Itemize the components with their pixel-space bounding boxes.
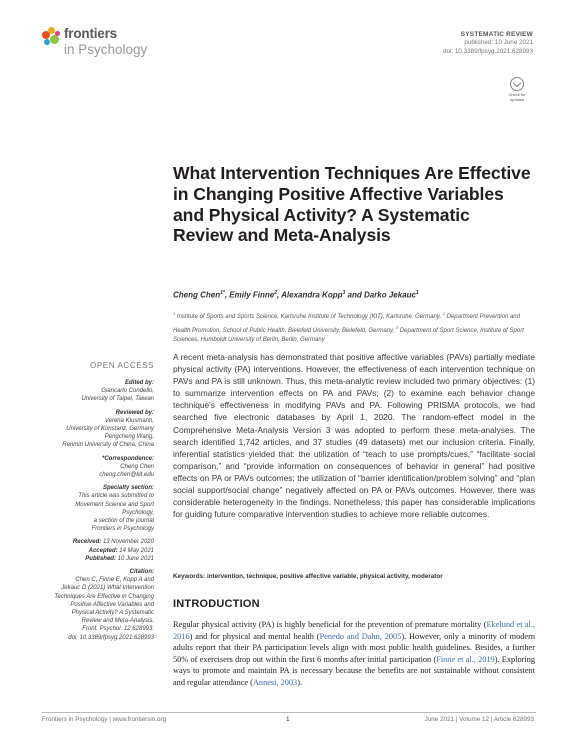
citation-link[interactable]: Finne et al., 2019: [436, 654, 495, 664]
open-access-label: OPEN ACCESS: [90, 361, 154, 370]
brand-name: frontiers: [64, 26, 117, 41]
editor-affiliation: University of Taipei, Taiwan: [81, 396, 154, 403]
article-title: What Intervention Techniques Are Effective in Changing Positive Affective Variables and Physical Activity? A Systematic Review and Meta-Analysis: [173, 163, 531, 246]
citation-line: Jekauc D (2021) What Intervention: [61, 585, 154, 592]
keywords-text: intervention, technique, positive affective variable, physical activity, moderator: [205, 573, 443, 580]
reviewed-by-label: Reviewed by:: [115, 409, 154, 416]
citation-doi[interactable]: doi: 10.3389/fpsyg.2021.628993: [68, 634, 154, 641]
author-list: Cheng Chen$^{1*}$, Emily Finne$^2$, Alexandra Kopp$^3$ and Darko Jekauc$^1$: [173, 290, 419, 300]
reviewer-name: Verena Klusmann,: [104, 417, 154, 424]
reviewer-affiliation: University of Konstanz, Germany: [66, 426, 154, 433]
specialty-line: Frontiers in Psychology: [91, 526, 154, 533]
check-updates-label: Check for updates: [508, 92, 526, 102]
citation-line: Review and Meta-Analysis.: [81, 618, 154, 625]
reviewer-name: Pengcheng Wang,: [104, 434, 154, 441]
journal-logo[interactable]: [42, 27, 147, 57]
check-updates-icon: [510, 77, 524, 91]
specialty-line: Psychology,: [122, 509, 154, 516]
citation-line: Front. Psychol. 12:628993.: [82, 626, 154, 633]
reviewer-affiliation: Renmin University of China, China: [62, 442, 154, 449]
introduction-paragraph: Regular physical activity (PA) is highly beneficial for the prevention of premature mortality (Ekelund et al., 2016) and for physical and mental health (Penedo and Dahn, 2005). However, only a minority of modern adults report that their PA participation levels align with most public health guidelines. Besides, a further 50% of exercisers drop out within the first 6 months after initial participation (Finne et al., 2019). Exploring ways to promote and maintain PA is necessary because the benefits are not sustainable without consistent and regular attendance (Annesi, 2003).: [173, 620, 536, 687]
citation-link[interactable]: Annesi, 2003: [252, 677, 298, 687]
affiliations: $^1$ Institute of Sports and Sports Science, Karlsruhe Institute of Technology (KIT), Karlsruhe, Germany, $^2$ Department Prevention and Health Promotion, School of Public Health, Bielefeld University, Bielefeld, Germany, $^3$ Department of Sport Science, Institute of Sport Sciences, Humboldt University of Berlin, Berlin, Germany: [173, 311, 524, 343]
journal-name: in Psychology: [64, 42, 148, 57]
received-date: Received: 13 November 2020: [72, 539, 154, 546]
published-date: published: 10 June 2021: [464, 39, 533, 46]
citation-line: Physical Activity? A Systematic: [71, 610, 154, 617]
author-name[interactable]: Darko Jekauc: [363, 290, 416, 300]
footer-journal-url[interactable]: Frontiers in Psychology | www.frontiersin.org: [42, 716, 167, 723]
frontiers-logo-icon: [42, 27, 62, 47]
article-dates: [24, 538, 154, 563]
specialty-line: a section of the journal: [93, 518, 154, 525]
specialty-line: Movement Science and Sport: [75, 501, 154, 508]
article-meta: [443, 30, 533, 56]
correspondence-label: *Correspondence:: [101, 455, 154, 462]
accepted-date: Accepted: 14 May 2021: [88, 547, 154, 554]
correspondence-email[interactable]: cheng.chen@kit.edu: [99, 472, 154, 479]
article-sidebar: [24, 379, 154, 642]
keywords: [173, 573, 443, 580]
keywords-label: Keywords:: [173, 573, 206, 580]
footer-divider: [42, 712, 536, 713]
editor-name: Giancarlo Condello,: [101, 388, 154, 395]
check-for-updates-badge[interactable]: [506, 77, 528, 102]
page-number: 1: [286, 716, 290, 723]
abstract-text: A recent meta-analysis has demonstrated that positive affective variables (PAVs) partially mediate physical activity (PA) interventions. However, the effectiveness of each intervention technique on PAVs and PA is still unknown. Thus, this meta-analytic review included two primary objectives: (1) to summarize intervention effects on PA and PAVs; (2) to examine each behavior change technique's effectiveness in modifying PAVs and PA. Following PRISMA protocols, we had searched five electronic databases by April 1, 2020. The random-effect model in the Comprehensive Meta-Analysis Version 3 was adopted to perform these meta-analyses. The search identified 1,742 articles, and 37 studies (49 datasets) met our inclusion criteria. Finally, inferential statistics yielded that: the utilization of “teach to use prompts/cues,” “facilitate social comparison,” and “provide information on consequences of behavior in general” had positive effects on PA or PAVs outcomes; the utilization of “barrier identification/problem solving” and “plan social support/social change” negatively affected on PA or PAVs outcomes. However, there was considerable heterogeneity in the findings. Nonetheless, this paper has considerable implications for guiding future comparative intervention studies to achieve more reliable outcomes.: [173, 352, 535, 520]
article-doi[interactable]: doi: 10.3389/fpsyg.2021.628993: [443, 47, 533, 55]
citation-line: Techniques Are Effective in Changing: [54, 593, 154, 600]
specialty-line: This article was submitted to: [78, 493, 154, 500]
author-name[interactable]: Cheng Chen: [173, 290, 221, 300]
citation-link[interactable]: Penedo and Dahn, 2005: [319, 631, 402, 641]
citation-line: Positive Affective Variables and: [70, 601, 154, 608]
citation-label: Citation:: [129, 569, 154, 576]
published-date-sidebar: Published: 10 June 2021: [85, 555, 154, 562]
edited-by-label: Edited by:: [124, 380, 154, 386]
specialty-section-label: Specialty section:: [102, 485, 154, 492]
author-name[interactable]: Emily Finne: [229, 290, 275, 300]
section-heading-introduction: INTRODUCTION: [173, 598, 260, 610]
footer-issue-info: June 2021 | Volume 12 | Article 628993: [424, 716, 534, 723]
article-type: SYSTEMATIC REVIEW: [460, 31, 533, 38]
citation-line: Chen C, Finne E, Kopp A and: [75, 577, 154, 584]
correspondence-name: Cheng Chen: [120, 463, 154, 470]
author-name[interactable]: Alexandra Kopp: [281, 290, 343, 300]
citation-link[interactable]: Ekelund et al., 2016: [173, 620, 536, 641]
